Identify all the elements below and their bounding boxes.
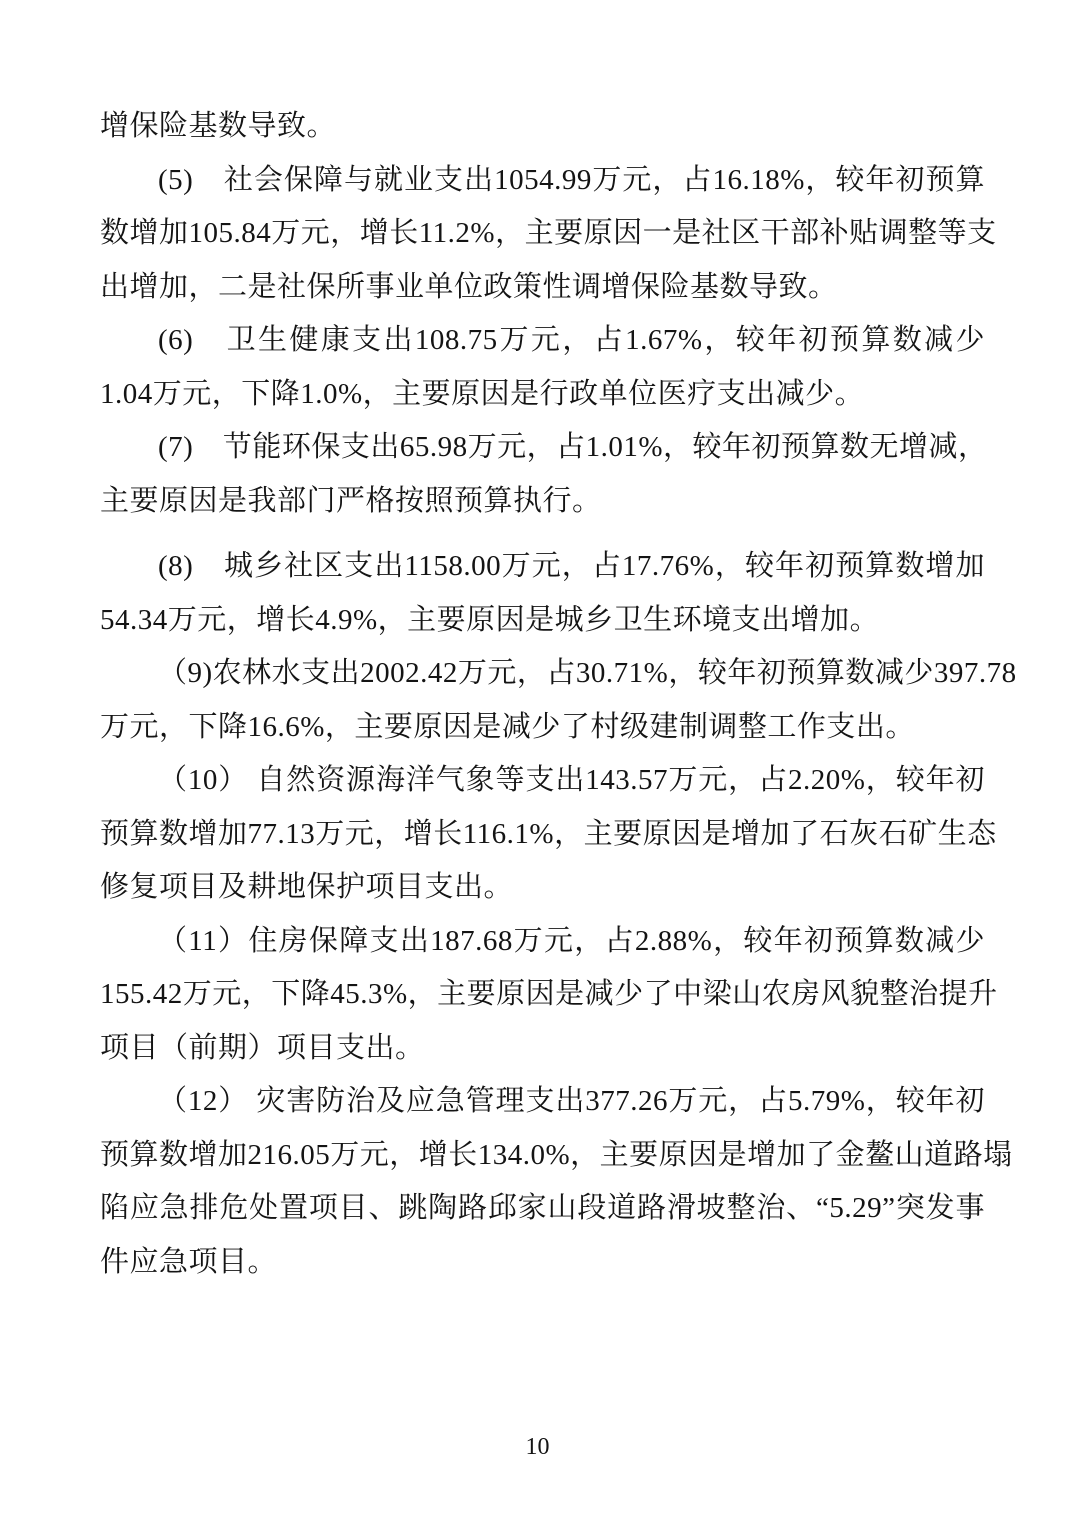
- paragraph-11-housing-security: [100, 915, 998, 1076]
- text-line: 54.34万元，增长4.9%，主要原因是城乡卫生环境支出增加。: [100, 603, 880, 636]
- paragraph-4-continuation: [100, 100, 985, 154]
- text-line: 万元，下降16.6%，主要原因是减少了村级建制调整工作支出。: [100, 710, 915, 743]
- text-line: 预算数增加77.13万元，增长116.1%，主要原因是增加了石灰石矿生态: [100, 817, 997, 850]
- text-line: (7) 节能环保支出65.98万元，占1.01%，较年初预算数无增减，: [158, 431, 988, 463]
- paragraph-12-disaster-prevention: [100, 1075, 1013, 1289]
- page-number: 10: [525, 1434, 550, 1460]
- text-line: 修复项目及耕地保护项目支出。: [100, 871, 514, 903]
- text-line: 出增加，二是社保所事业单位政策性调增保险基数导致。: [100, 270, 838, 303]
- text-line: 155.42万元，下降45.3%，主要原因是减少了中梁山农房风貌整治提升: [100, 978, 998, 1010]
- text-line: (8) 城乡社区支出1158.00万元，占17.76%，较年初预算数增加: [158, 550, 985, 582]
- paragraph-10-natural-resources: [100, 754, 997, 915]
- text-line: 增保险基数导致。: [100, 110, 337, 142]
- paragraph-5-social-security: [100, 154, 997, 315]
- page-footer: [0, 1432, 1075, 1462]
- page-content: [100, 100, 1017, 1289]
- text-line: 陷应急排危处置项目、跳陶路邱家山段道路滑坡整治、“5.29”突发事: [100, 1192, 985, 1224]
- text-line: （10） 自然资源海洋气象等支出143.57万元，占2.20%，较年初: [158, 764, 985, 796]
- text-line: 主要原因是我部门严格按照预算执行。: [100, 484, 602, 517]
- text-line: （11）住房保障支出187.68万元，占2.88%，较年初预算数减少: [158, 924, 985, 957]
- text-line: （12） 灾害防治及应急管理支出377.26万元，占5.79%，较年初: [158, 1085, 985, 1117]
- text-line: （9)农林水支出2002.42万元，占30.71%，较年初预算数减少397.78: [158, 657, 1017, 689]
- text-line: 1.04万元，下降1.0%，主要原因是行政单位医疗支出减少。: [100, 377, 865, 410]
- text-line: 预算数增加216.05万元，增长134.0%，主要原因是增加了金鳌山道路塌: [100, 1138, 1013, 1171]
- text-line: 件应急项目。: [100, 1245, 278, 1278]
- paragraph-6-health: [100, 314, 985, 421]
- paragraph-7-energy-conservation: [100, 421, 988, 528]
- text-line: (5) 社会保障与就业支出1054.99万元，占16.18%，较年初预算: [158, 163, 985, 196]
- paragraph-8-urban-rural-community: [100, 540, 985, 647]
- text-line: 项目（前期）项目支出。: [100, 1031, 425, 1064]
- text-line: 数增加105.84万元，增长11.2%，主要原因一是社区干部补贴调整等支: [100, 217, 997, 249]
- paragraph-9-agriculture-forestry-water: [100, 647, 1017, 754]
- text-line: (6) 卫生健康支出108.75万元，占1.67%，较年初预算数减少: [158, 324, 985, 356]
